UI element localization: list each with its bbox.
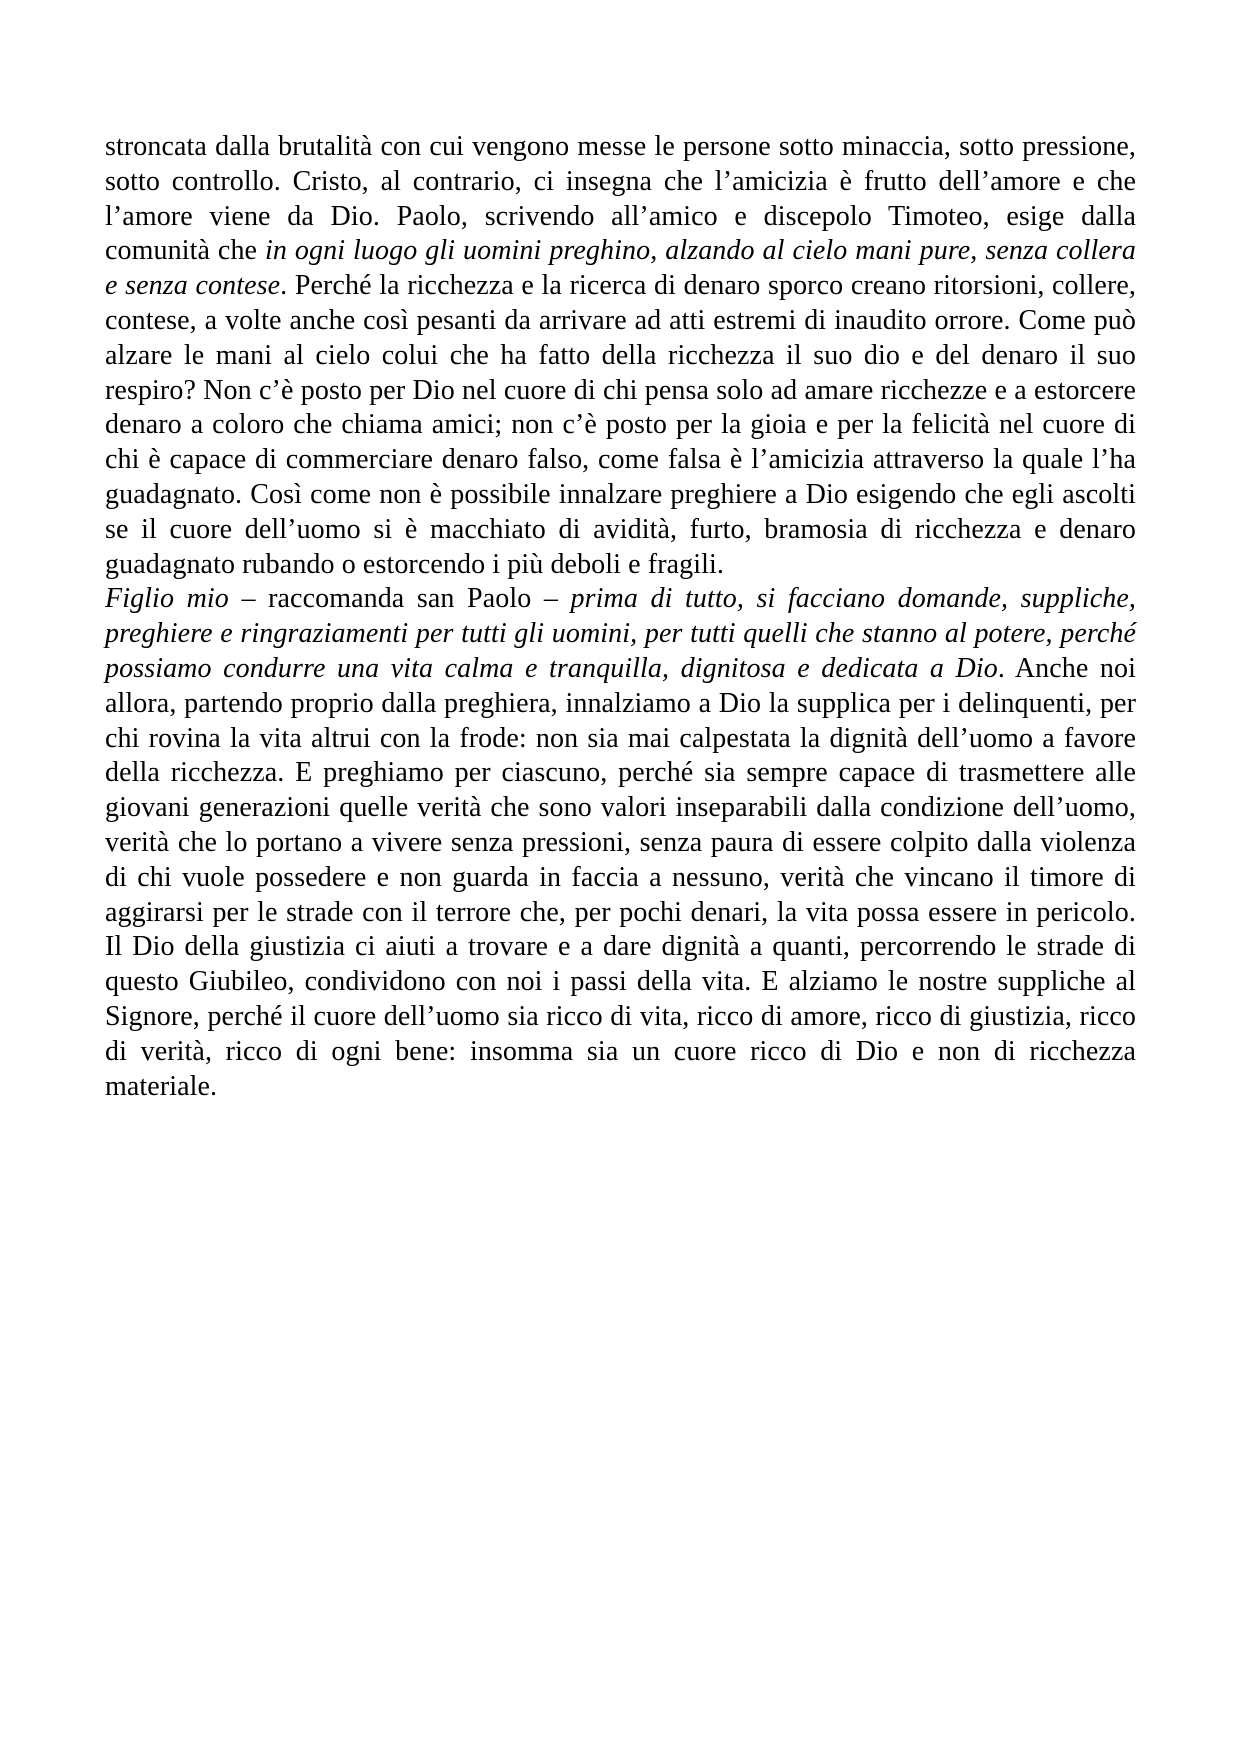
text-run: . Perché la ricchezza e la ricerca di denaro sporco creano ritorsioni, collere, contese, a volte anche così pesanti da arrivare ad atti estremi di inaudito orrore. Come può alzare le mani al cielo colui che ha fatto della ricchezza il suo dio e del denaro il suo respiro? Non c’è posto per Dio nel cuore di chi pensa solo ad amare ricchezze e a estorcere denaro a coloro che chiama amici; non c’è posto per la gioia e per la felicità nel cuore di chi è capace di commerciare denaro falso, come falsa è l’amicizia attraverso la quale l’ha guadagnato. Così come non è possibile innalzare preghiere a Dio esigendo che egli ascolti se il cuore dell’uomo si è macchiato di avidità, furto, bramosia di ricchezza e denaro guadagnato rubando o estorcendo i più deboli e fragili. [105,270,1136,580]
italic-text-run: in ogni luogo gli uomini preghino, alzando al cielo mani pure, senza collera e senza contese [105,235,1136,302]
paragraph [105,130,1136,582]
paragraph [105,582,1136,1104]
text-run: stroncata dalla brutalità con cui vengono messe le persone sotto minaccia, sotto pressione, sotto controllo. Cristo, al contrario, ci insegna che l’amicizia è frutto dell’amore e che l’amore viene da Dio. Paolo, scrivendo all’amico e discepolo Timoteo, esige dalla comunità che [105,131,1136,267]
text-run: . Anche noi allora, partendo proprio dalla preghiera, innalziamo a Dio la supplica per i delinquenti, per chi rovina la vita altrui con la frode: non sia mai calpestata la dignità dell’uomo a favore della ricchezza. E preghiamo per ciascuno, perché sia sempre capace di trasmettere alle giovani generazioni quelle verità che sono valori inseparabili dalla condizione dell’uomo, verità che lo portano a vivere senza pressioni, senza paura di essere colpito dalla violenza di chi vuole possedere e non guarda in faccia a nessuno, verità che vincano il timore di aggirarsi per le strade con il terrore che, per pochi denari, la vita possa essere in pericolo. Il Dio della giustizia ci aiuti a trovare e a dare dignità a quanti, percorrendo le strade di questo Giubileo, condividono con noi i passi della vita. E alziamo le nostre suppliche al Signore, perché il cuore dell’uomo sia ricco di vita, ricco di amore, ricco di giustizia, ricco di verità, ricco di ogni bene: insomma sia un cuore ricco di Dio e non di ricchezza materiale. [105,652,1136,1102]
text-run: – raccomanda san Paolo – [228,583,571,615]
italic-text-run: prima di tutto, si facciano domande, suppliche, preghiere e ringraziamenti per tutti gli uomini, per tutti quelli che stanno al potere, perché possiamo condurre una vita calma e tranquilla, dignitosa e dedicata a Dio [105,583,1136,684]
italic-text-run: Figlio mio [105,583,229,615]
text-block [105,130,1136,1104]
